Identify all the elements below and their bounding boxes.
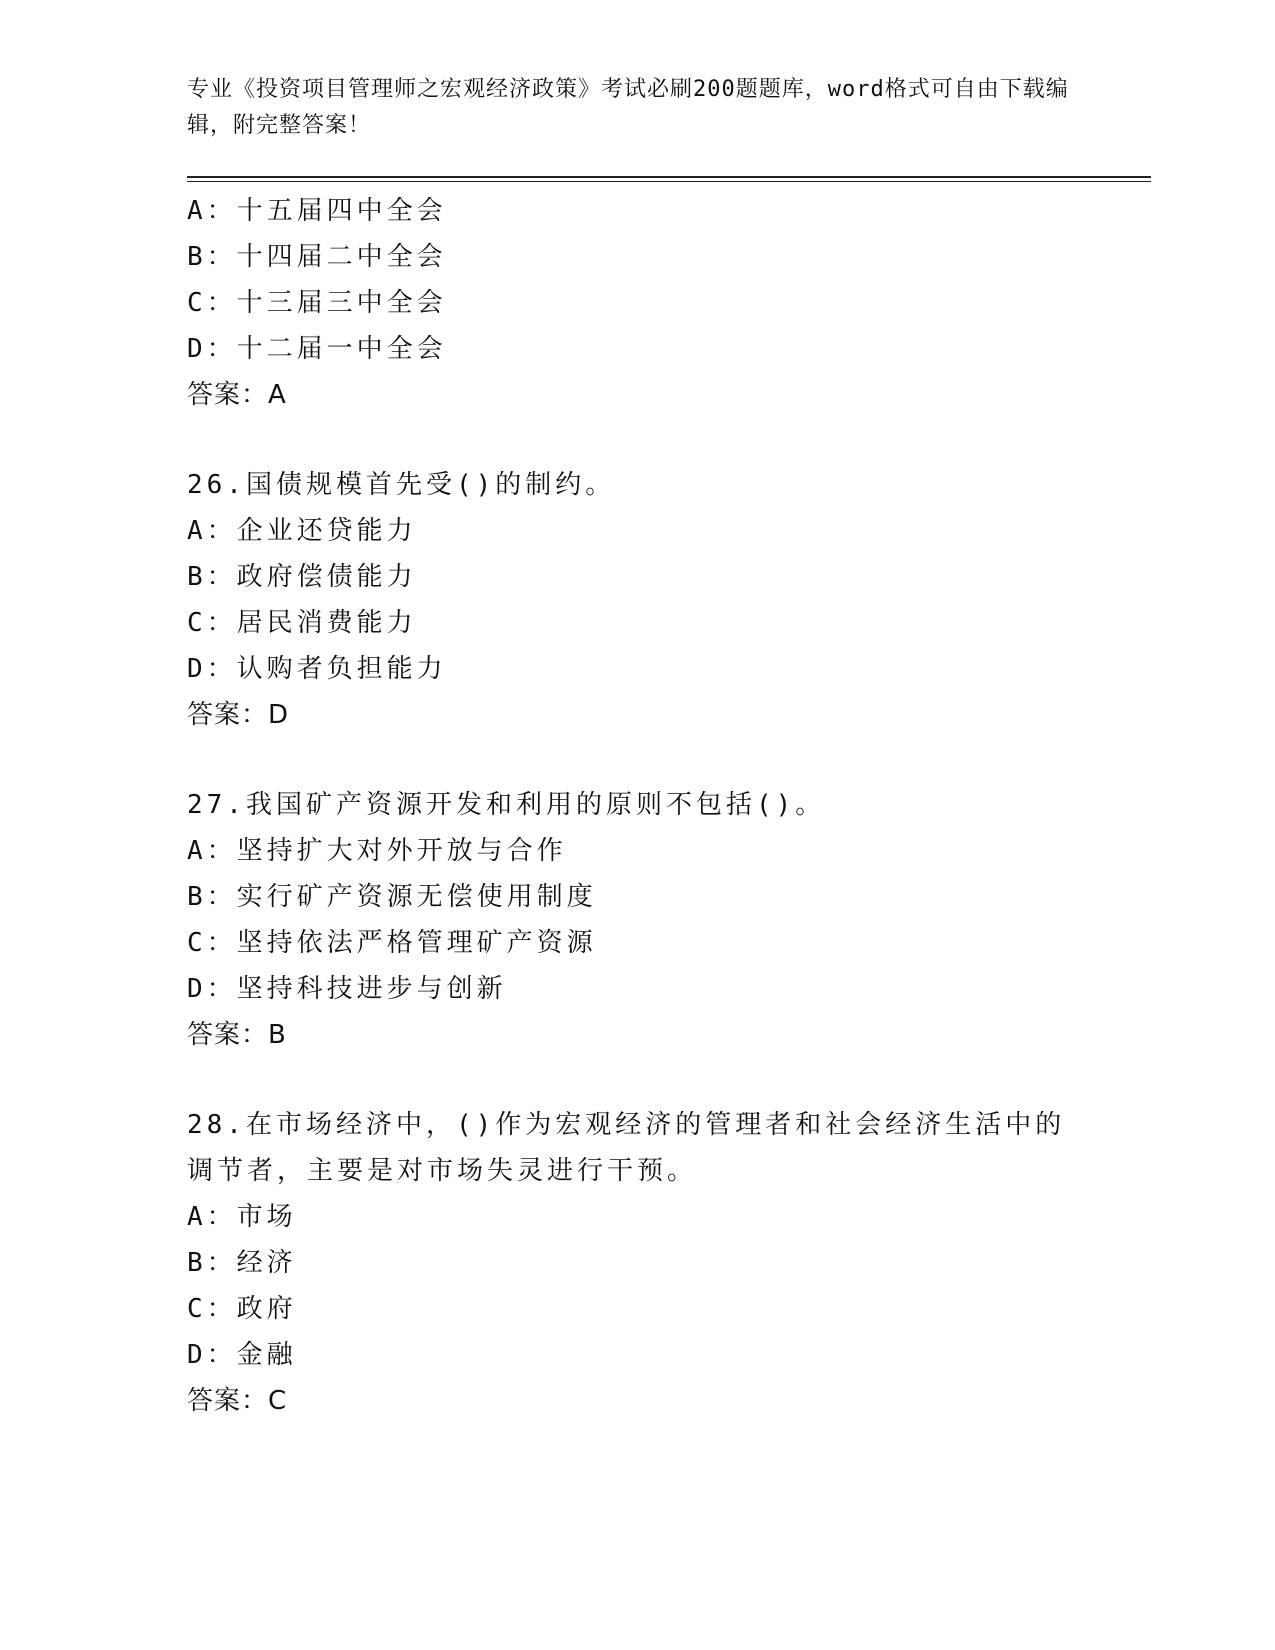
spacer: [187, 738, 1087, 782]
option-d: D：坚持科技进步与创新: [187, 974, 507, 1004]
option-b: B：政府偿债能力: [187, 562, 417, 592]
spacer: [187, 1058, 1087, 1102]
header-divider-thin: [187, 181, 1151, 182]
option-c: C：政府: [187, 1294, 297, 1324]
option-b: B：经济: [187, 1248, 297, 1278]
option-a: A：坚持扩大对外开放与合作: [187, 836, 567, 866]
answer-line: 答案：C: [187, 1386, 288, 1416]
question-text: 28.在市场经济中，()作为宏观经济的管理者和社会经济生活中的调节者，主要是对市场失灵进行干预。: [187, 1110, 1066, 1186]
spacer: [187, 418, 1087, 462]
option-b: B：十四届二中全会: [187, 242, 447, 272]
answer-line: 答案：D: [187, 700, 290, 730]
option-c: C：十三届三中全会: [187, 288, 447, 318]
question-text: 26.国债规模首先受()的制约。: [187, 470, 616, 500]
option-c: C：坚持依法严格管理矿产资源: [187, 928, 597, 958]
document-header: [187, 72, 1087, 144]
option-d: D：十二届一中全会: [187, 334, 447, 364]
question-block-27: [187, 782, 1087, 1058]
option-c: C：居民消费能力: [187, 608, 417, 638]
option-d: D：金融: [187, 1340, 297, 1370]
answer-line: 答案：B: [187, 1020, 287, 1050]
option-a: A：企业还贷能力: [187, 516, 417, 546]
option-b: B：实行矿产资源无偿使用制度: [187, 882, 597, 912]
header-divider-thick: [187, 176, 1151, 178]
question-list: [187, 188, 1087, 1424]
option-a: A：市场: [187, 1202, 297, 1232]
option-a: A：十五届四中全会: [187, 196, 447, 226]
option-d: D：认购者负担能力: [187, 654, 447, 684]
question-block-25: [187, 188, 1087, 418]
question-block-28: [187, 1102, 1087, 1424]
question-text: 27.我国矿产资源开发和利用的原则不包括()。: [187, 790, 826, 820]
document-title: 专业《投资项目管理师之宏观经济政策》考试必刷200题题库，word格式可自由下载编辑，附完整答案！: [187, 77, 1069, 138]
answer-line: 答案：A: [187, 380, 287, 410]
question-block-26: [187, 462, 1087, 738]
